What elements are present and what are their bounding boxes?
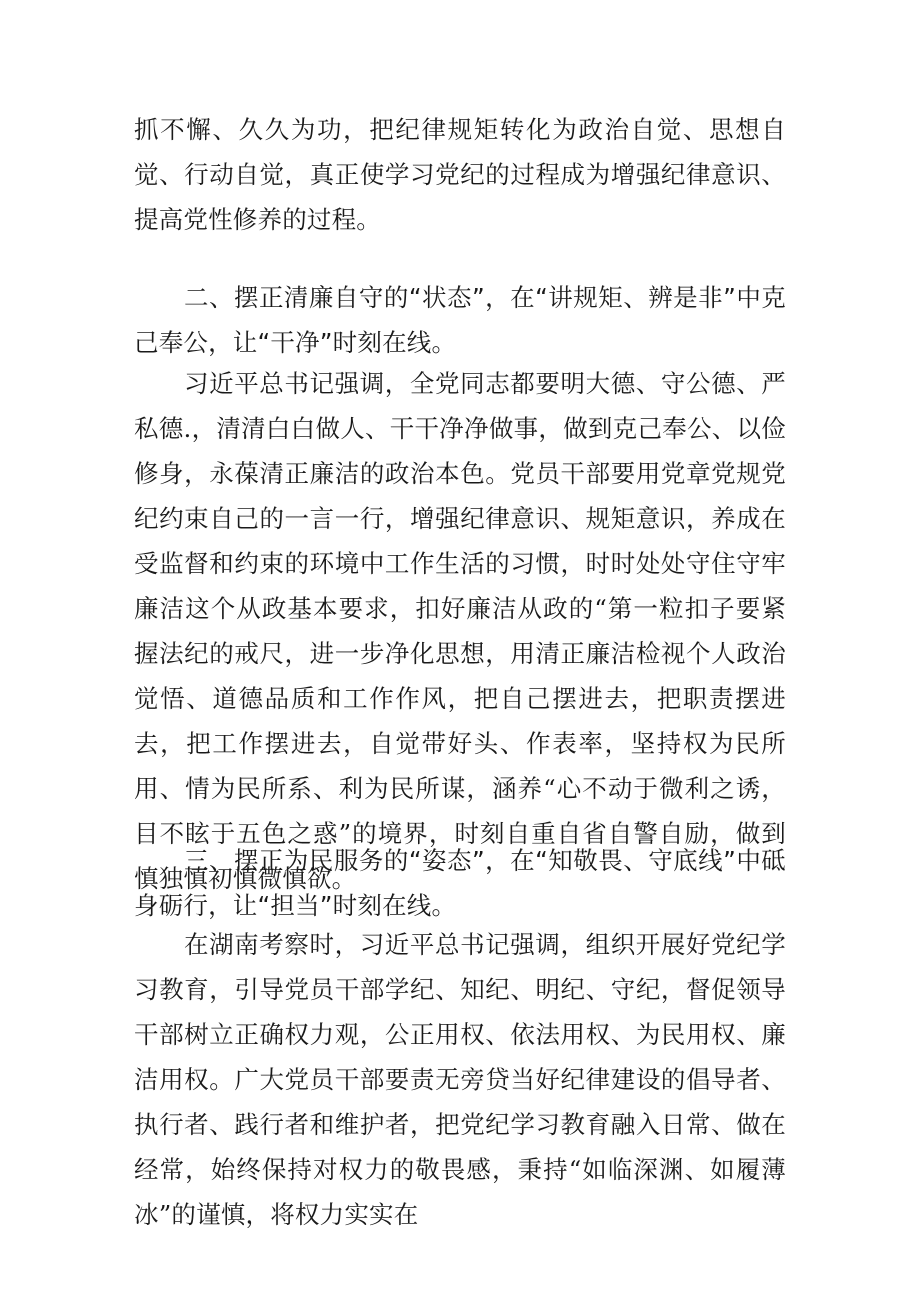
body-paragraph-section-two: 习近平总书记强调，全党同志都要明大德、守公德、严私德.，清清白白做人、干干净净做事，做到克己奉公、以俭修身，永葆清正廉洁的政治本色。党员干部要用党章党规党纪约束自己的一言一行，增强纪律意识、规矩意识，养成在受监督和约束的环境中工作生活的习惯，时时处处守住守牢廉洁这个从政基本要求，扣好廉洁从政的“第一粒扣子要紧握法纪的戒尺，进一步净化思想，用清正廉洁检视个人政治觉悟、道德品质和工作作风，把自己摆进去，把职责摆进去，把工作摆进去，自觉带好头、作表率，坚持权为民所用、情为民所系、利为民所谋，涵养“心不动于微利之诱，目不眩于五色之惑”的境界，时刻自重自省自警自励，做到慎独慎初慎微慎欲。 [134,369,786,893]
body-paragraph-continued: 抓不懈、久久为功，把纪律规矩转化为政治自觉、思想自觉、行动自觉，真正使学习党纪的过程成为增强纪律意识、提高党性修养的过程。 [134,115,786,234]
section-heading-two: 二、摆正清廉自守的“状态”，在“讲规矩、辨是非”中克己奉公，让“干净”时刻在线。 [134,283,786,357]
body-paragraph-section-three: 在湖南考察时，习近平总书记强调，组织开展好党纪学习教育，引导党员干部学纪、知纪、明纪、守纪，督促领导干部树立正确权力观，公正用权、依法用权、为民用权、廉洁用权。广大党员干部要责无旁贷当好纪律建设的倡导者、执行者、践行者和维护者，把党纪学习教育融入日常、做在经常，始终保持对权力的敬畏感，秉持“如临深渊、如履薄冰”的谨慎，将权力实实在 [134,930,786,1229]
section-heading-three: 三、摆正为民服务的“姿态”，在“知敬畏、守底线”中砥身砺行，让“担当”时刻在线。 [134,846,786,920]
